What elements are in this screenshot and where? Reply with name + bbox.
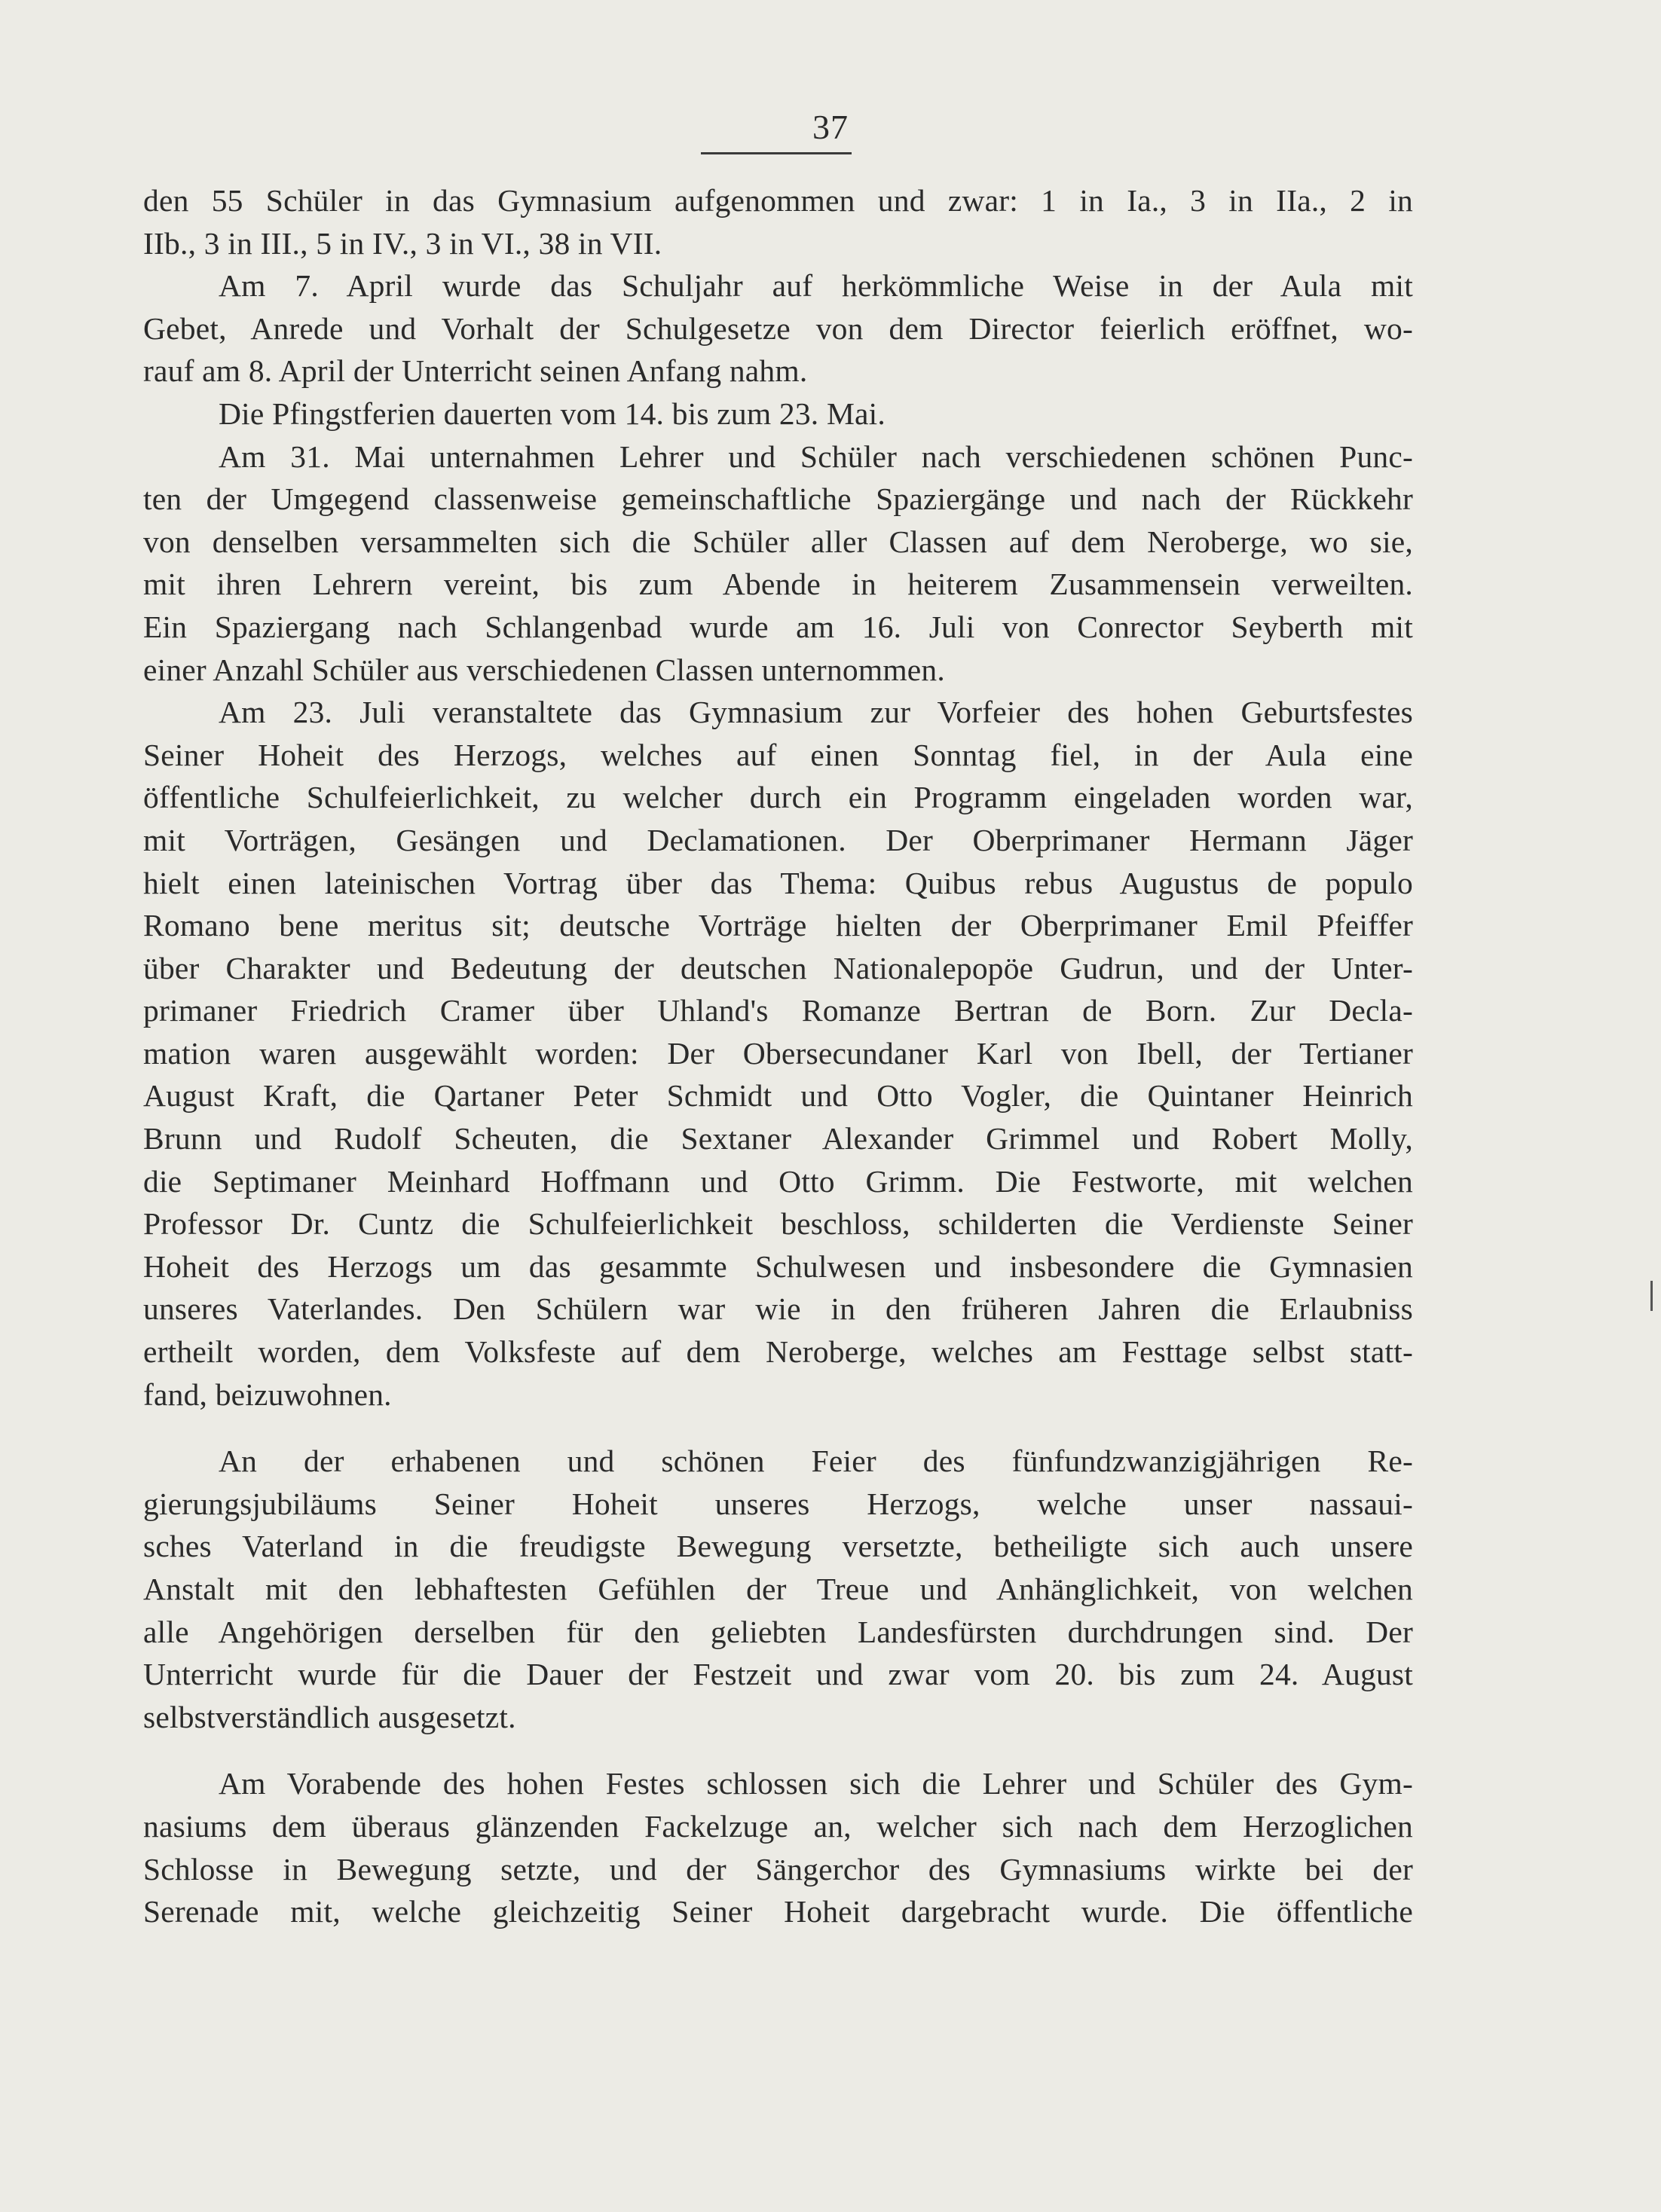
margin-mark	[1650, 1281, 1653, 1311]
text-line: den 55 Schüler in das Gymnasium aufgenommen und zwar: 1 in Ia., 3 in IIa., 2 in	[143, 183, 1413, 218]
text-line: IIb., 3 in III., 5 in IV., 3 in VI., 38 in VII.	[143, 225, 662, 261]
text-line: Seiner Hoheit des Herzogs, welches auf einen Sonntag fiel, in der Aula eine	[143, 737, 1413, 772]
text-line: mit Vorträgen, Gesängen und Declamationen. Der Oberprimaner Hermann Jäger	[143, 822, 1413, 857]
text-line: Am 23. Juli veranstaltete das Gymnasium zur Vorfeier des hohen Geburtsfestes	[219, 695, 1413, 730]
text-line: einer Anzahl Schüler aus verschiedenen Classen unternommen.	[143, 652, 945, 687]
text-line: Die Pfingstferien dauerten vom 14. bis zum 23. Mai.	[219, 396, 886, 431]
text-line: nasiums dem überaus glänzenden Fackelzuge an, welcher sich nach dem Herzoglichen	[143, 1808, 1413, 1844]
text-line: ten der Umgegend classenweise gemeinschaftliche Spaziergänge und nach der Rückkehr	[143, 481, 1413, 517]
text-line: Ein Spaziergang nach Schlangenbad wurde am 16. Juli von Conrector Seyberth mit	[143, 609, 1413, 644]
paragraph-jubilee	[143, 1440, 1413, 1738]
text-line: Anstalt mit den lebhaftesten Gefühlen der Treue und Anhänglichkeit, von welchen	[143, 1572, 1413, 1606]
text-line: Unterricht wurde für die Dauer der Festzeit und zwar vom 20. bis zum 24. August	[143, 1657, 1413, 1692]
text-line: mit ihren Lehrern vereint, bis zum Abende in heiterem Zusammensein verweilten.	[143, 567, 1413, 602]
paragraph-birthday-celebration	[143, 691, 1413, 1416]
text-line: August Kraft, die Qartaner Peter Schmidt und Otto Vogler, die Quintaner Heinrich	[143, 1078, 1413, 1114]
text-line: die Septimaner Meinhard Hoffmann und Otto Grimm. Die Festworte, mit welchen	[143, 1163, 1413, 1199]
page-number: 37	[812, 108, 849, 146]
text-line: ertheilt worden, dem Volksfeste auf dem Neroberge, welches am Festtage selbst statt-	[143, 1334, 1413, 1370]
text-line: über Charakter und Bedeutung der deutschen Nationalepopöe Gudrun, und der Unter-	[143, 950, 1413, 985]
paragraph-excursions	[143, 435, 1413, 692]
paragraph-torchlight-procession	[143, 1762, 1413, 1932]
paragraph-pentecost-holidays	[143, 393, 1413, 435]
paragraph-gap	[143, 1416, 1413, 1440]
text-line: primaner Friedrich Cramer über Uhland's Romanze Bertran de Born. Zur Decla-	[143, 993, 1413, 1028]
paragraph-gap	[143, 1738, 1413, 1762]
page-number-rule	[701, 152, 852, 154]
text-line: Gebet, Anrede und Vorhalt der Schulgesetze von dem Director feierlich eröffnet, wo-	[143, 310, 1413, 346]
text-line: Romano bene meritus sit; deutsche Vorträge hielten der Oberprimaner Emil Pfeiffer	[143, 908, 1413, 943]
text-line: Professor Dr. Cuntz die Schulfeierlichkeit beschloss, schilderten die Verdienste Seiner	[143, 1206, 1413, 1242]
text-line: Am 7. April wurde das Schuljahr auf herkömmliche Weise in der Aula mit	[219, 268, 1413, 304]
paragraph-school-year-start	[143, 264, 1413, 393]
text-line: Schlosse in Bewegung setzte, und der Sängerchor des Gymnasiums wirkte bei der	[143, 1851, 1413, 1887]
text-line: hielt einen lateinischen Vortrag über das Thema: Quibus rebus Augustus de populo	[143, 865, 1413, 900]
text-line: Hoheit des Herzogs um das gesammte Schulwesen und insbesondere die Gymnasien	[143, 1248, 1413, 1284]
text-line: rauf am 8. April der Unterricht seinen Anfang nahm.	[143, 353, 808, 389]
text-line: Am 31. Mai unternahmen Lehrer und Schüler nach verschiedenen schönen Punc-	[219, 438, 1413, 474]
text-body	[143, 179, 1413, 1933]
text-line: An der erhabenen und schönen Feier des fünfundzwanzigjährigen Re-	[219, 1444, 1413, 1479]
text-line: fand, beizuwohnen.	[143, 1376, 392, 1412]
text-line: selbstverständlich ausgesetzt.	[143, 1699, 516, 1734]
text-line: Brunn und Rudolf Scheuten, die Sextaner Alexander Grimmel und Robert Molly,	[143, 1121, 1413, 1156]
text-line: mation waren ausgewählt worden: Der Obersecundaner Karl von Ibell, der Tertianer	[143, 1035, 1413, 1071]
text-line: Am Vorabende des hohen Festes schlossen sich die Lehrer und Schüler des Gym-	[219, 1766, 1413, 1801]
text-line: gierungsjubiläums Seiner Hoheit unseres Herzogs, welche unser nassaui-	[143, 1486, 1413, 1521]
text-line: alle Angehörigen derselben für den geliebten Landesfürsten durchdrungen sind. Der	[143, 1614, 1413, 1649]
text-line: unseres Vaterlandes. Den Schülern war wie in den früheren Jahren die Erlaubniss	[143, 1291, 1413, 1327]
text-line: Serenade mit, welche gleichzeitig Seiner Hoheit dargebracht wurde. Die öffentliche	[143, 1894, 1413, 1929]
text-line: sches Vaterland in die freudigste Bewegung versetzte, betheiligte sich auch unsere	[143, 1529, 1413, 1564]
paragraph-admissions	[143, 179, 1413, 264]
text-line: öffentliche Schulfeierlichkeit, zu welcher durch ein Programm eingeladen worden war,	[143, 780, 1413, 815]
text-line: von denselben versammelten sich die Schüler aller Classen auf dem Neroberge, wo sie,	[143, 524, 1413, 559]
